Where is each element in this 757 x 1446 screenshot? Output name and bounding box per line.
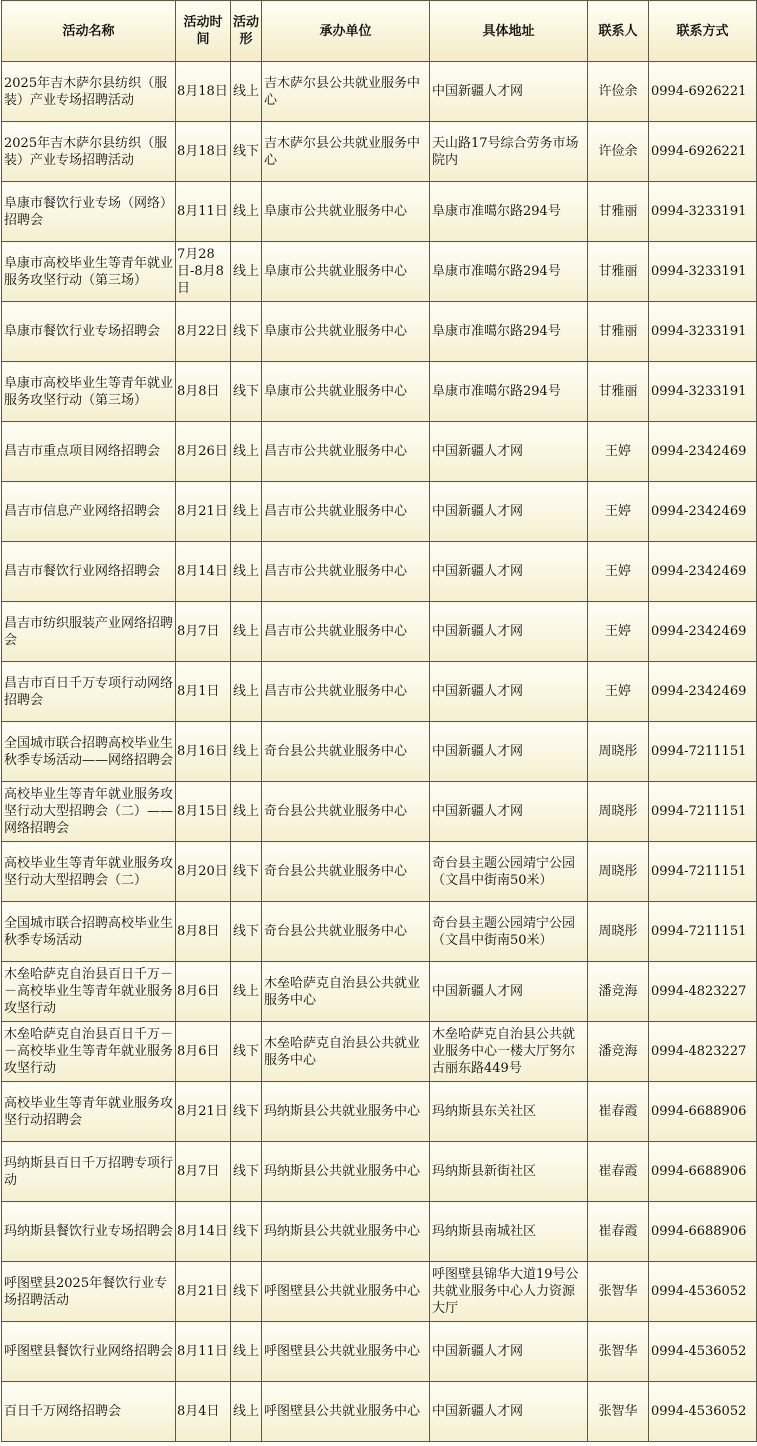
event-date-cell: 8月21日 <box>176 482 231 542</box>
table-row <box>2 902 757 962</box>
phone-cell: 0994-6926221 <box>649 122 757 182</box>
address-cell: 呼图壁县锦华大道19号公共就业服务中心人力资源大厅 <box>430 1262 588 1322</box>
organizer-cell: 奇台县公共就业服务中心 <box>262 722 430 782</box>
phone-cell: 0994-3233191 <box>649 182 757 242</box>
event-date-cell: 8月14日 <box>176 1202 231 1262</box>
table-row <box>2 422 757 482</box>
table-row <box>2 1202 757 1262</box>
event-name-cell: 百日千万网络招聘会 <box>2 1382 176 1442</box>
event-form-cell: 线上 <box>231 782 262 842</box>
contact-person-cell: 许俭余 <box>588 122 649 182</box>
address-cell: 中国新疆人才网 <box>430 422 588 482</box>
organizer-cell: 昌吉市公共就业服务中心 <box>262 662 430 722</box>
event-name-cell: 全国城市联合招聘高校毕业生秋季专场活动——网络招聘会 <box>2 722 176 782</box>
organizer-cell: 玛纳斯县公共就业服务中心 <box>262 1082 430 1142</box>
phone-cell: 0994-4536052 <box>649 1382 757 1442</box>
event-form-cell: 线上 <box>231 602 262 662</box>
table-row <box>2 122 757 182</box>
event-date-cell: 8月11日 <box>176 182 231 242</box>
header-contact: 联系人 <box>588 1 649 62</box>
organizer-cell: 吉木萨尔县公共就业服务中心 <box>262 122 430 182</box>
event-date-cell: 7月28日-8月8日 <box>176 242 231 302</box>
address-cell: 阜康市准噶尔路294号 <box>430 362 588 422</box>
phone-cell: 0994-2342469 <box>649 602 757 662</box>
event-form-cell: 线上 <box>231 62 262 122</box>
phone-cell: 0994-4823227 <box>649 1022 757 1082</box>
event-form-cell: 线下 <box>231 842 262 902</box>
address-cell: 玛纳斯县新街社区 <box>430 1142 588 1202</box>
address-cell: 中国新疆人才网 <box>430 722 588 782</box>
event-date-cell: 8月4日 <box>176 1382 231 1442</box>
contact-person-cell: 张智华 <box>588 1262 649 1322</box>
contact-person-cell: 甘雅丽 <box>588 362 649 422</box>
event-date-cell: 8月7日 <box>176 602 231 662</box>
address-cell: 中国新疆人才网 <box>430 782 588 842</box>
event-form-cell: 线下 <box>231 1262 262 1322</box>
event-date-cell: 8月6日 <box>176 962 231 1022</box>
address-cell: 奇台县主题公园靖宁公园（文昌中街南50米） <box>430 902 588 962</box>
phone-cell: 0994-3233191 <box>649 302 757 362</box>
address-cell: 阜康市准噶尔路294号 <box>430 242 588 302</box>
event-form-cell: 线上 <box>231 422 262 482</box>
phone-cell: 0994-4536052 <box>649 1322 757 1382</box>
contact-person-cell: 王婷 <box>588 542 649 602</box>
event-name-cell: 高校毕业生等青年就业服务攻坚行动招聘会 <box>2 1082 176 1142</box>
table-row <box>2 482 757 542</box>
event-form-cell: 线上 <box>231 662 262 722</box>
address-cell: 中国新疆人才网 <box>430 482 588 542</box>
event-form-cell: 线下 <box>231 1202 262 1262</box>
phone-cell: 0994-7211151 <box>649 902 757 962</box>
event-form-cell: 线上 <box>231 182 262 242</box>
event-name-cell: 木垒哈萨克自治县百日千万－－高校毕业生等青年就业服务攻坚行动 <box>2 962 176 1022</box>
header-phone: 联系方式 <box>649 1 757 62</box>
address-cell: 阜康市准噶尔路294号 <box>430 302 588 362</box>
event-name-cell: 高校毕业生等青年就业服务攻坚行动大型招聘会（二）——网络招聘会 <box>2 782 176 842</box>
phone-cell: 0994-6926221 <box>649 62 757 122</box>
event-date-cell: 8月7日 <box>176 1142 231 1202</box>
event-name-cell: 昌吉市餐饮行业网络招聘会 <box>2 542 176 602</box>
phone-cell: 0994-4823227 <box>649 962 757 1022</box>
phone-cell: 0994-2342469 <box>649 482 757 542</box>
organizer-cell: 木垒哈萨克自治县公共就业服务中心 <box>262 962 430 1022</box>
table-header-row <box>2 1 757 62</box>
recruitment-events-table <box>1 0 757 1442</box>
organizer-cell: 阜康市公共就业服务中心 <box>262 242 430 302</box>
event-form-cell: 线下 <box>231 362 262 422</box>
contact-person-cell: 周晓彤 <box>588 902 649 962</box>
phone-cell: 0994-2342469 <box>649 662 757 722</box>
organizer-cell: 奇台县公共就业服务中心 <box>262 902 430 962</box>
organizer-cell: 阜康市公共就业服务中心 <box>262 302 430 362</box>
contact-person-cell: 王婷 <box>588 422 649 482</box>
event-date-cell: 8月18日 <box>176 122 231 182</box>
contact-person-cell: 王婷 <box>588 482 649 542</box>
organizer-cell: 阜康市公共就业服务中心 <box>262 182 430 242</box>
event-name-cell: 昌吉市信息产业网络招聘会 <box>2 482 176 542</box>
header-address: 具体地址 <box>430 1 588 62</box>
organizer-cell: 玛纳斯县公共就业服务中心 <box>262 1142 430 1202</box>
address-cell: 奇台县主题公园靖宁公园（文昌中街南50米） <box>430 842 588 902</box>
event-date-cell: 8月15日 <box>176 782 231 842</box>
address-cell: 玛纳斯县南城社区 <box>430 1202 588 1262</box>
address-cell: 天山路17号综合劳务市场院内 <box>430 122 588 182</box>
address-cell: 中国新疆人才网 <box>430 1382 588 1442</box>
contact-person-cell: 崔春霞 <box>588 1202 649 1262</box>
event-form-cell: 线上 <box>231 722 262 782</box>
header-form: 活动形 <box>231 1 262 62</box>
organizer-cell: 吉木萨尔县公共就业服务中心 <box>262 62 430 122</box>
contact-person-cell: 潘竞海 <box>588 962 649 1022</box>
table-row <box>2 662 757 722</box>
table-row <box>2 1322 757 1382</box>
contact-person-cell: 潘竞海 <box>588 1022 649 1082</box>
phone-cell: 0994-2342469 <box>649 422 757 482</box>
event-form-cell: 线上 <box>231 482 262 542</box>
phone-cell: 0994-3233191 <box>649 242 757 302</box>
event-name-cell: 2025年吉木萨尔县纺织（服装）产业专场招聘活动 <box>2 122 176 182</box>
organizer-cell: 奇台县公共就业服务中心 <box>262 782 430 842</box>
event-name-cell: 阜康市餐饮行业专场（网络）招聘会 <box>2 182 176 242</box>
event-name-cell: 昌吉市纺织服装产业网络招聘会 <box>2 602 176 662</box>
phone-cell: 0994-6688906 <box>649 1142 757 1202</box>
event-name-cell: 昌吉市百日千万专项行动网络招聘会 <box>2 662 176 722</box>
event-date-cell: 8月6日 <box>176 1022 231 1082</box>
contact-person-cell: 周晓彤 <box>588 722 649 782</box>
event-date-cell: 8月21日 <box>176 1262 231 1322</box>
event-name-cell: 呼图壁县2025年餐饮行业专场招聘活动 <box>2 1262 176 1322</box>
header-date: 活动时间 <box>176 1 231 62</box>
header-org: 承办单位 <box>262 1 430 62</box>
address-cell: 木垒哈萨克自治县公共就业服务中心一楼大厅努尔古丽东路449号 <box>430 1022 588 1082</box>
contact-person-cell: 张智华 <box>588 1382 649 1442</box>
table-row <box>2 1382 757 1442</box>
address-cell: 中国新疆人才网 <box>430 542 588 602</box>
address-cell: 中国新疆人才网 <box>430 62 588 122</box>
address-cell: 中国新疆人才网 <box>430 662 588 722</box>
contact-person-cell: 甘雅丽 <box>588 302 649 362</box>
event-date-cell: 8月8日 <box>176 902 231 962</box>
event-form-cell: 线下 <box>231 122 262 182</box>
event-name-cell: 阜康市餐饮行业专场招聘会 <box>2 302 176 362</box>
event-date-cell: 8月22日 <box>176 302 231 362</box>
organizer-cell: 昌吉市公共就业服务中心 <box>262 422 430 482</box>
event-date-cell: 8月1日 <box>176 662 231 722</box>
contact-person-cell: 甘雅丽 <box>588 242 649 302</box>
contact-person-cell: 王婷 <box>588 662 649 722</box>
address-cell: 中国新疆人才网 <box>430 602 588 662</box>
event-name-cell: 玛纳斯县餐饮行业专场招聘会 <box>2 1202 176 1262</box>
contact-person-cell: 周晓彤 <box>588 782 649 842</box>
contact-person-cell: 王婷 <box>588 602 649 662</box>
phone-cell: 0994-2342469 <box>649 542 757 602</box>
organizer-cell: 木垒哈萨克自治县公共就业服务中心 <box>262 1022 430 1082</box>
organizer-cell: 呼图壁县公共就业服务中心 <box>262 1322 430 1382</box>
organizer-cell: 昌吉市公共就业服务中心 <box>262 542 430 602</box>
address-cell: 中国新疆人才网 <box>430 1322 588 1382</box>
event-date-cell: 8月14日 <box>176 542 231 602</box>
table-row <box>2 362 757 422</box>
event-form-cell: 线上 <box>231 242 262 302</box>
table-row <box>2 62 757 122</box>
phone-cell: 0994-6688906 <box>649 1202 757 1262</box>
table-row <box>2 782 757 842</box>
header-name: 活动名称 <box>2 1 176 62</box>
table-row <box>2 182 757 242</box>
table-row <box>2 602 757 662</box>
organizer-cell: 呼图壁县公共就业服务中心 <box>262 1262 430 1322</box>
event-name-cell: 木垒哈萨克自治县百日千万－－高校毕业生等青年就业服务攻坚行动 <box>2 1022 176 1082</box>
organizer-cell: 奇台县公共就业服务中心 <box>262 842 430 902</box>
organizer-cell: 玛纳斯县公共就业服务中心 <box>262 1202 430 1262</box>
table-row <box>2 1082 757 1142</box>
event-name-cell: 全国城市联合招聘高校毕业生秋季专场活动 <box>2 902 176 962</box>
event-form-cell: 线上 <box>231 1382 262 1442</box>
address-cell: 阜康市准噶尔路294号 <box>430 182 588 242</box>
phone-cell: 0994-3233191 <box>649 362 757 422</box>
event-name-cell: 高校毕业生等青年就业服务攻坚行动大型招聘会（二） <box>2 842 176 902</box>
event-name-cell: 阜康市高校毕业生等青年就业服务攻坚行动（第三场） <box>2 242 176 302</box>
event-form-cell: 线上 <box>231 1322 262 1382</box>
table-row <box>2 722 757 782</box>
event-date-cell: 8月18日 <box>176 62 231 122</box>
table-row <box>2 242 757 302</box>
table-row <box>2 842 757 902</box>
contact-person-cell: 周晓彤 <box>588 842 649 902</box>
organizer-cell: 呼图壁县公共就业服务中心 <box>262 1382 430 1442</box>
table-row <box>2 962 757 1022</box>
phone-cell: 0994-6688906 <box>649 1082 757 1142</box>
table-body <box>2 62 757 1442</box>
event-date-cell: 8月16日 <box>176 722 231 782</box>
table-row <box>2 302 757 362</box>
event-form-cell: 线下 <box>231 902 262 962</box>
table-row <box>2 1262 757 1322</box>
event-name-cell: 昌吉市重点项目网络招聘会 <box>2 422 176 482</box>
contact-person-cell: 崔春霞 <box>588 1142 649 1202</box>
organizer-cell: 昌吉市公共就业服务中心 <box>262 482 430 542</box>
address-cell: 中国新疆人才网 <box>430 962 588 1022</box>
event-name-cell: 玛纳斯县百日千万招聘专项行动 <box>2 1142 176 1202</box>
phone-cell: 0994-7211151 <box>649 722 757 782</box>
event-form-cell: 线下 <box>231 1022 262 1082</box>
event-date-cell: 8月11日 <box>176 1322 231 1382</box>
event-date-cell: 8月21日 <box>176 1082 231 1142</box>
event-name-cell: 呼图壁县餐饮行业网络招聘会 <box>2 1322 176 1382</box>
contact-person-cell: 甘雅丽 <box>588 182 649 242</box>
contact-person-cell: 许俭余 <box>588 62 649 122</box>
contact-person-cell: 崔春霞 <box>588 1082 649 1142</box>
phone-cell: 0994-7211151 <box>649 842 757 902</box>
table-row <box>2 542 757 602</box>
phone-cell: 0994-4536052 <box>649 1262 757 1322</box>
event-name-cell: 2025年吉木萨尔县纺织（服装）产业专场招聘活动 <box>2 62 176 122</box>
event-form-cell: 线下 <box>231 1142 262 1202</box>
phone-cell: 0994-7211151 <box>649 782 757 842</box>
event-form-cell: 线上 <box>231 962 262 1022</box>
address-cell: 玛纳斯县东关社区 <box>430 1082 588 1142</box>
event-date-cell: 8月8日 <box>176 362 231 422</box>
event-name-cell: 阜康市高校毕业生等青年就业服务攻坚行动（第三场） <box>2 362 176 422</box>
event-form-cell: 线上 <box>231 542 262 602</box>
event-form-cell: 线下 <box>231 302 262 362</box>
table-row <box>2 1022 757 1082</box>
contact-person-cell: 张智华 <box>588 1322 649 1382</box>
table-row <box>2 1142 757 1202</box>
event-date-cell: 8月20日 <box>176 842 231 902</box>
event-date-cell: 8月26日 <box>176 422 231 482</box>
organizer-cell: 昌吉市公共就业服务中心 <box>262 602 430 662</box>
event-form-cell: 线下 <box>231 1082 262 1142</box>
organizer-cell: 阜康市公共就业服务中心 <box>262 362 430 422</box>
